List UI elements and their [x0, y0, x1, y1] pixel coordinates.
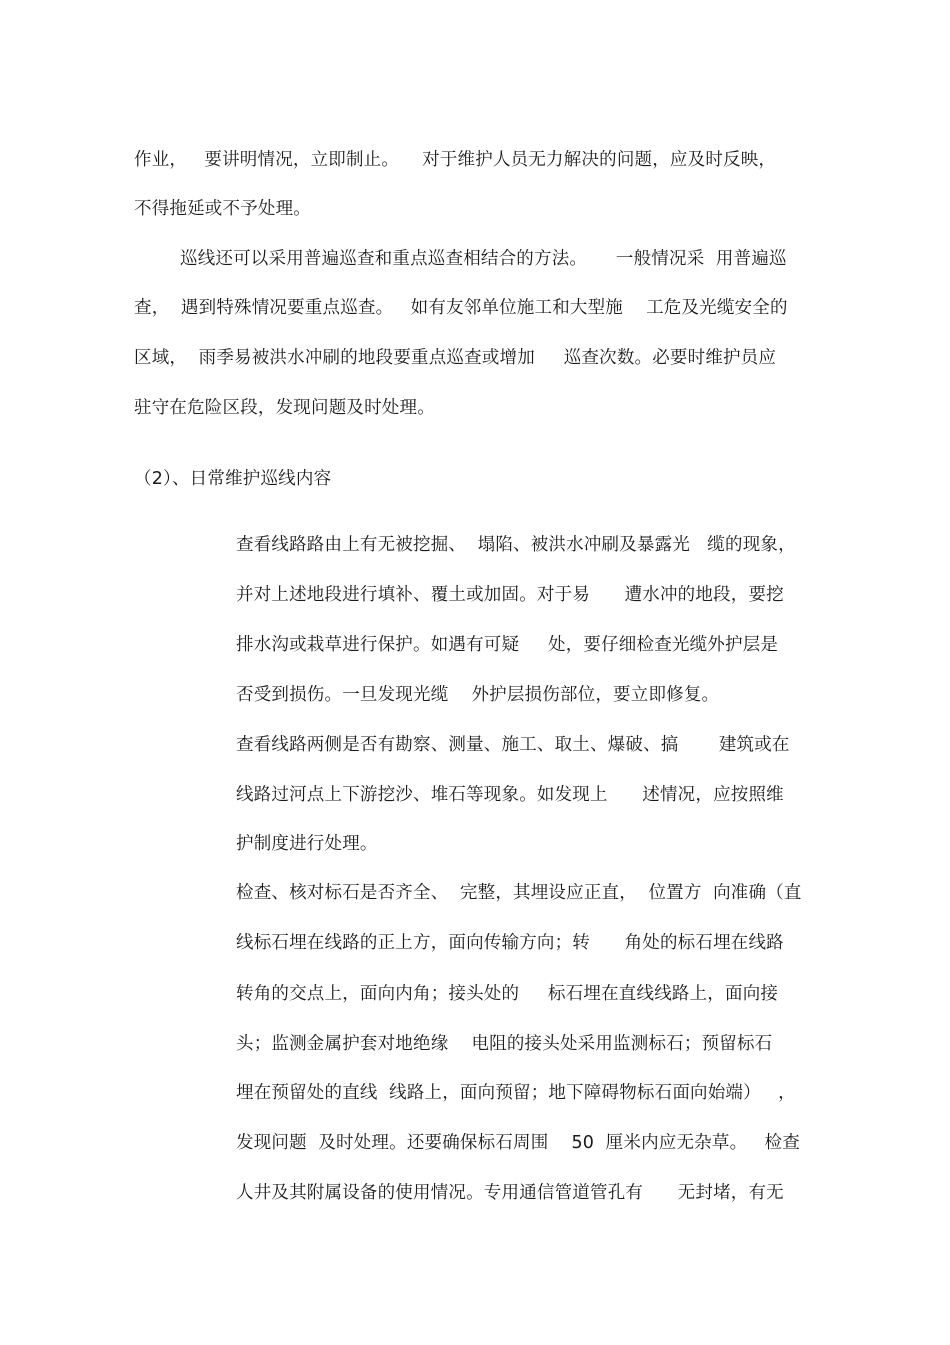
item-2-line-1: 查看线路两侧是否有勘察、测量、施工、取土、爆破、搞 建筑或在	[236, 735, 790, 755]
item-1-line-1: 查看线路路由上有无被挖掘、 塌陷、被洪水冲刷及暴露光 缆的现象，	[236, 535, 796, 555]
item-3-line-6: 发现问题 及时处理。还要确保标石周围 50 厘米内应无杂草。 检查	[236, 1133, 800, 1153]
item-2-line-2: 线路过河点上下游挖沙、堆石等现象。如发现上 述情况，应按照维	[236, 785, 784, 805]
item-1-line-4: 否受到损伤。一旦发现光缆 外护层损伤部位，要立即修复。	[236, 685, 720, 705]
paragraph-2-line-2: 查， 遇到特殊情况要重点巡查。 如有友邻单位施工和大型施 工危及光缆安全的	[134, 298, 788, 318]
item-1-line-2: 并对上述地段进行填补、覆土或加固。对于易 遭水冲的地段，要挖	[236, 585, 784, 605]
paragraph-2-line-3: 区域， 雨季易被洪水冲刷的地段要重点巡查或增加 巡查次数。必要时维护员应	[134, 348, 777, 368]
item-3-line-1: 检查、核对标石是否齐全、 完整，其埋设应正直， 位置方 向准确（直	[236, 883, 802, 903]
paragraph-2-line-1: 巡线还可以采用普遍巡查和重点巡查相结合的方法。 一般情况采 用普遍巡	[180, 249, 787, 269]
item-2-line-3: 护制度进行处理。	[236, 834, 378, 854]
section-heading: （2）、日常维护巡线内容	[134, 469, 332, 489]
item-3-line-2: 线标石埋在线路的正上方，面向传输方向；转 角处的标石埋在线路	[236, 933, 784, 953]
paragraph-1-line-2: 不得拖延或不予处理。	[134, 199, 311, 219]
item-3-line-4: 头；监测金属护套对地绝缘 电阻的接头处采用监测标石；预留标石	[236, 1034, 773, 1054]
paragraph-2-line-4: 驻守在危险区段，发现问题及时处理。	[134, 398, 435, 418]
item-3-line-3: 转角的交点上，面向内角；接头处的 标石埋在直线线路上，面向接	[236, 984, 779, 1004]
paragraph-1-line-1: 作业， 要讲明情况，立即制止。 对于维护人员无力解决的问题，应及时反映，	[134, 150, 777, 170]
item-3-line-7: 人井及其附属设备的使用情况。专用通信管道管孔有 无封堵，有无	[236, 1183, 784, 1203]
item-1-line-3: 排水沟或栽草进行保护。如遇有可疑 处，要仔细检查光缆外护层是	[236, 635, 779, 655]
item-3-line-5: 埋在预留处的直线 线路上，面向预留；地下障碍物标石面向始端） ，	[236, 1083, 796, 1103]
